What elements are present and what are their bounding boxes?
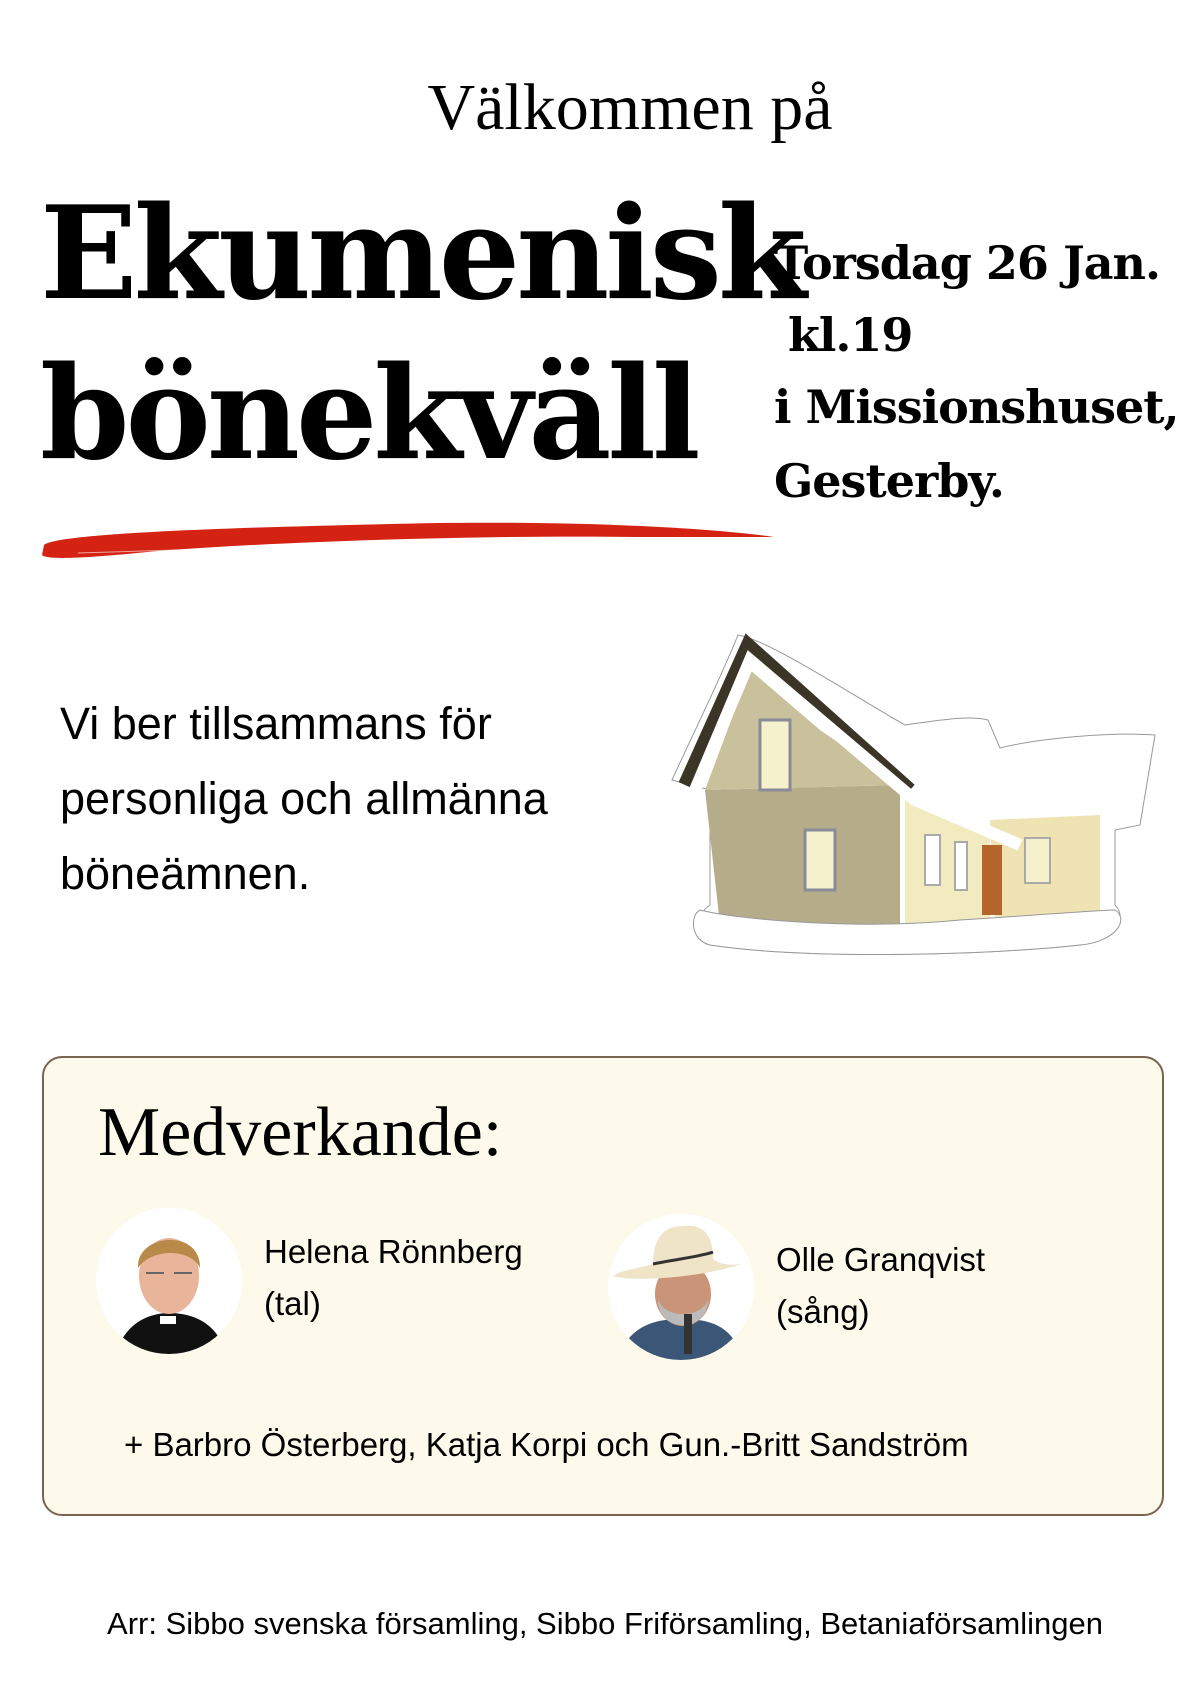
avatar-olle xyxy=(608,1214,754,1360)
event-place: i Missionshuset, xyxy=(774,380,1179,434)
participants-heading: Medverkande: xyxy=(98,1094,503,1171)
participants-box xyxy=(42,1056,1164,1516)
description-line: personliga och allmänna xyxy=(60,773,548,824)
organizers-footer: Arr: Sibbo svenska församling, Sibbo Friförsamling, Betaniaförsamlingen xyxy=(107,1606,1103,1641)
title-line-1: Ekumenisk xyxy=(40,179,803,329)
participant-name: Helena Rönnberg xyxy=(264,1233,523,1270)
welcome-heading: Välkommen på xyxy=(427,71,833,144)
avatar-helena xyxy=(96,1208,242,1354)
other-participants: + Barbro Österberg, Katja Korpi och Gun.-Britt Sandström xyxy=(124,1426,969,1463)
event-town: Gesterby. xyxy=(774,454,1004,508)
participant-name: Olle Granqvist xyxy=(776,1241,986,1278)
title-line-2: bönekväll xyxy=(40,339,697,489)
red-brush-underline xyxy=(38,515,778,563)
event-day: Torsdag 26 Jan. xyxy=(774,236,1160,290)
participant-role: (tal) xyxy=(264,1285,321,1322)
description-line: böneämnen. xyxy=(60,848,311,899)
snowy-house-illustration xyxy=(660,620,1180,980)
description-line: Vi ber tillsammans för xyxy=(60,698,492,749)
participant-role: (sång) xyxy=(776,1293,870,1330)
event-time: kl.19 xyxy=(788,308,913,362)
description xyxy=(60,686,680,911)
